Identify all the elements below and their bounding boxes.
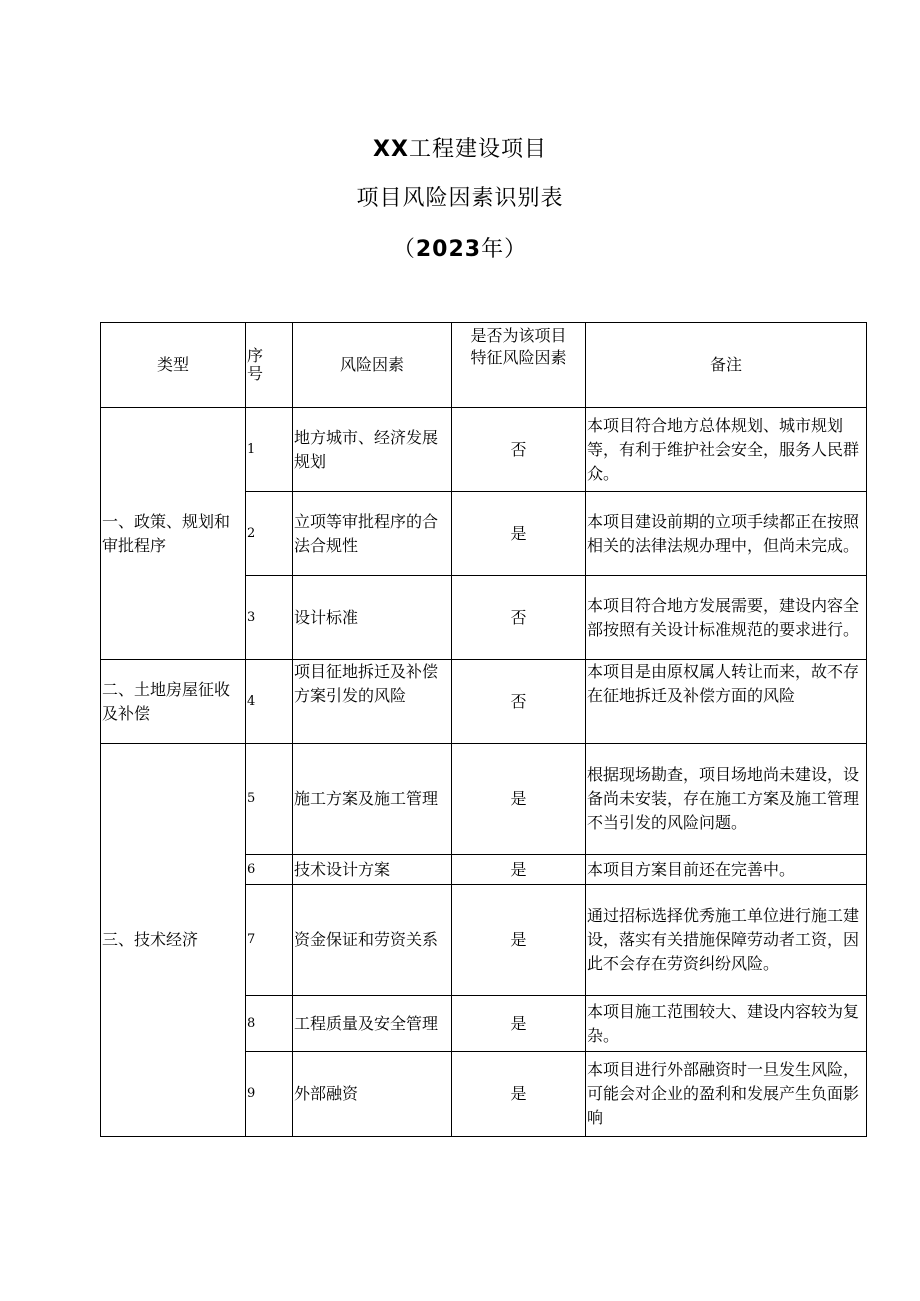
row-note: 本项目建设前期的立项手续都正在按照相关的法律法规办理中，但尚未完成。 [586,492,867,576]
row-no: 4 [246,660,293,744]
row-factor: 立项等审批程序的合法合规性 [293,492,452,576]
row-no: 1 [246,408,293,492]
row-factor: 设计标准 [293,576,452,660]
row-factor: 工程质量及安全管理 [293,996,452,1052]
header-flag [452,323,586,408]
table-row [101,660,867,744]
header-flag-line1: 是否为该项目 [470,326,567,345]
row-no: 3 [246,576,293,660]
row-note: 本项目符合地方总体规划、城市规划等，有利于维护社会安全，服务人民群众。 [586,408,867,492]
table-row [101,408,867,492]
row-flag: 否 [452,660,586,744]
row-note: 本项目进行外部融资时一旦发生风险，可能会对企业的盈利和发展产生负面影响 [586,1052,867,1137]
header-note: 备注 [586,323,867,408]
row-no: 5 [246,744,293,855]
row-flag: 是 [452,744,586,855]
row-note: 本项目方案目前还在完善中。 [586,855,867,885]
year-suffix: 年） [481,237,528,262]
row-no: 7 [246,885,293,996]
row-flag: 是 [452,885,586,996]
row-no: 6 [246,855,293,885]
row-flag: 是 [452,855,586,885]
group-type-3: 三、技术经济 [101,744,246,1137]
title-prefix: XX [373,137,409,162]
row-note: 根据现场勘查，项目场地尚未建设，设备尚未安装，存在施工方案及施工管理不当引发的风险问题。 [586,744,867,855]
row-flag: 否 [452,576,586,660]
header-type: 类型 [101,323,246,408]
row-no: 2 [246,492,293,576]
title-main: 工程建设项目 [408,137,547,162]
row-flag: 是 [452,996,586,1052]
document-subtitle: 项目风险因素识别表 [356,186,564,211]
row-factor: 项目征地拆迁及补偿方案引发的风险 [293,660,452,744]
group-type-1: 一、政策、规划和审批程序 [101,408,246,660]
table-row [101,744,867,855]
group-type-2: 二、土地房屋征收及补偿 [101,660,246,744]
document-title [0,132,920,163]
row-factor: 施工方案及施工管理 [293,744,452,855]
row-note: 本项目施工范围较大、建设内容较为复杂。 [586,996,867,1052]
header-no [246,323,293,408]
year-value: 2023 [415,237,482,262]
row-no: 9 [246,1052,293,1137]
header-no-line1: 序 [247,346,264,365]
row-note: 本项目是由原权属人转让而来，故不存在征地拆迁及补偿方面的风险 [586,660,867,744]
header-flag-line2: 特征风险因素 [470,348,567,367]
year-open: （ [392,237,416,262]
risk-table [100,322,867,1137]
row-note: 通过招标选择优秀施工单位进行施工建设，落实有关措施保障劳动者工资，因此不会存在劳资纠纷风险。 [586,885,867,996]
row-note: 本项目符合地方发展需要，建设内容全部按照有关设计标准规范的要求进行。 [586,576,867,660]
table-header-row [101,323,867,408]
row-factor: 外部融资 [293,1052,452,1137]
row-no: 8 [246,996,293,1052]
header-no-line2: 号 [247,364,264,383]
document-year [0,232,920,263]
header-factor: 风险因素 [293,323,452,408]
row-flag: 是 [452,1052,586,1137]
row-factor: 技术设计方案 [293,855,452,885]
row-factor: 资金保证和劳资关系 [293,885,452,996]
row-flag: 否 [452,408,586,492]
row-flag: 是 [452,492,586,576]
row-factor: 地方城市、经济发展规划 [293,408,452,492]
